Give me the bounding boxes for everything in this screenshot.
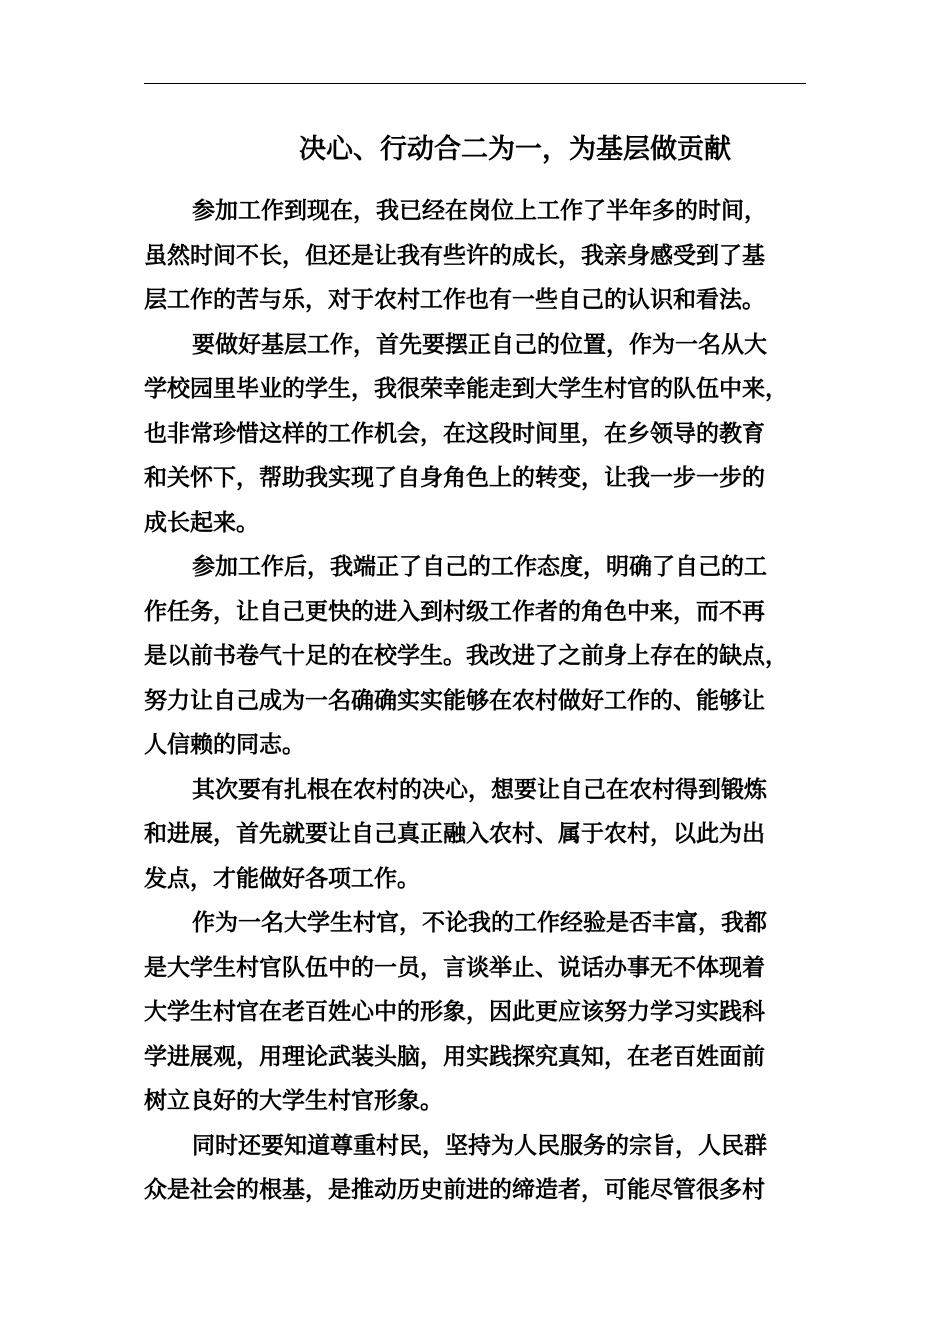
text-line: 学进展观，用理论武装头脑，用实践探究真知，在老百姓面前 (144, 1042, 765, 1070)
document-title: 决心、行动合二为一，为基层做贡献 (299, 134, 731, 165)
text-line: 学校园里毕业的学生，我很荣幸能走到大学生村官的队伍中来， (144, 375, 788, 402)
text-line: 作为一名大学生村官，不论我的工作经验是否丰富，我都 (192, 909, 767, 936)
text-line: 参加工作到现在，我已经在岗位上工作了半年多的时间， (192, 197, 767, 224)
text-line: 和关怀下，帮助我实现了自身角色上的转变，让我一步一步的 (144, 464, 765, 491)
paragraph-6 (144, 1124, 806, 1213)
text-line: 层工作的苦与乐，对于农村工作也有一些自己的认识和看法。 (144, 286, 765, 313)
text-line: 树立良好的大学生村官形象。 (144, 1087, 443, 1114)
paragraph-4 (144, 768, 806, 902)
text-line: 虽然时间不长，但还是让我有些许的成长，我亲身感受到了基 (144, 241, 765, 269)
paragraph-5 (144, 901, 806, 1124)
text-line: 是以前书卷气十足的在校学生。我改进了之前身上存在的缺点， (144, 642, 788, 669)
text-line: 要做好基层工作，首先要摆正自己的位置，作为一名从大 (192, 330, 767, 358)
text-line: 人信赖的同志。 (144, 731, 305, 758)
text-line: 和进展，首先就要让自己真正融入农村、属于农村，以此为出 (144, 820, 765, 847)
text-line: 同时还要知道尊重村民，坚持为人民服务的宗旨，人民群 (192, 1131, 767, 1159)
text-line: 众是社会的根基，是推动历史前进的缔造者，可能尽管很多村 (144, 1176, 765, 1203)
paragraph-2 (144, 323, 806, 546)
paragraph-1 (144, 189, 806, 323)
text-line: 大学生村官在老百姓心中的形象，因此更应该努力学习实践科 (144, 998, 765, 1025)
paragraph-3 (144, 545, 806, 768)
text-line: 参加工作后，我端正了自己的工作态度，明确了自己的工 (192, 553, 767, 580)
document-body (144, 189, 806, 1213)
text-line: 发点，才能做好各项工作。 (144, 864, 420, 892)
text-line: 其次要有扎根在农村的决心，想要让自己在农村得到锻炼 (192, 775, 767, 803)
text-line: 也非常珍惜这样的工作机会，在这段时间里，在乡领导的教育 (144, 419, 765, 447)
text-line: 是大学生村官队伍中的一员，言谈举止、说话办事无不体现着 (144, 953, 765, 981)
text-line: 努力让自己成为一名确确实实能够在农村做好工作的、能够让 (144, 686, 765, 714)
text-line: 作任务，让自己更快的进入到村级工作者的角色中来，而不再 (144, 597, 765, 625)
header-rule (144, 83, 806, 84)
text-line: 成长起来。 (144, 508, 259, 536)
